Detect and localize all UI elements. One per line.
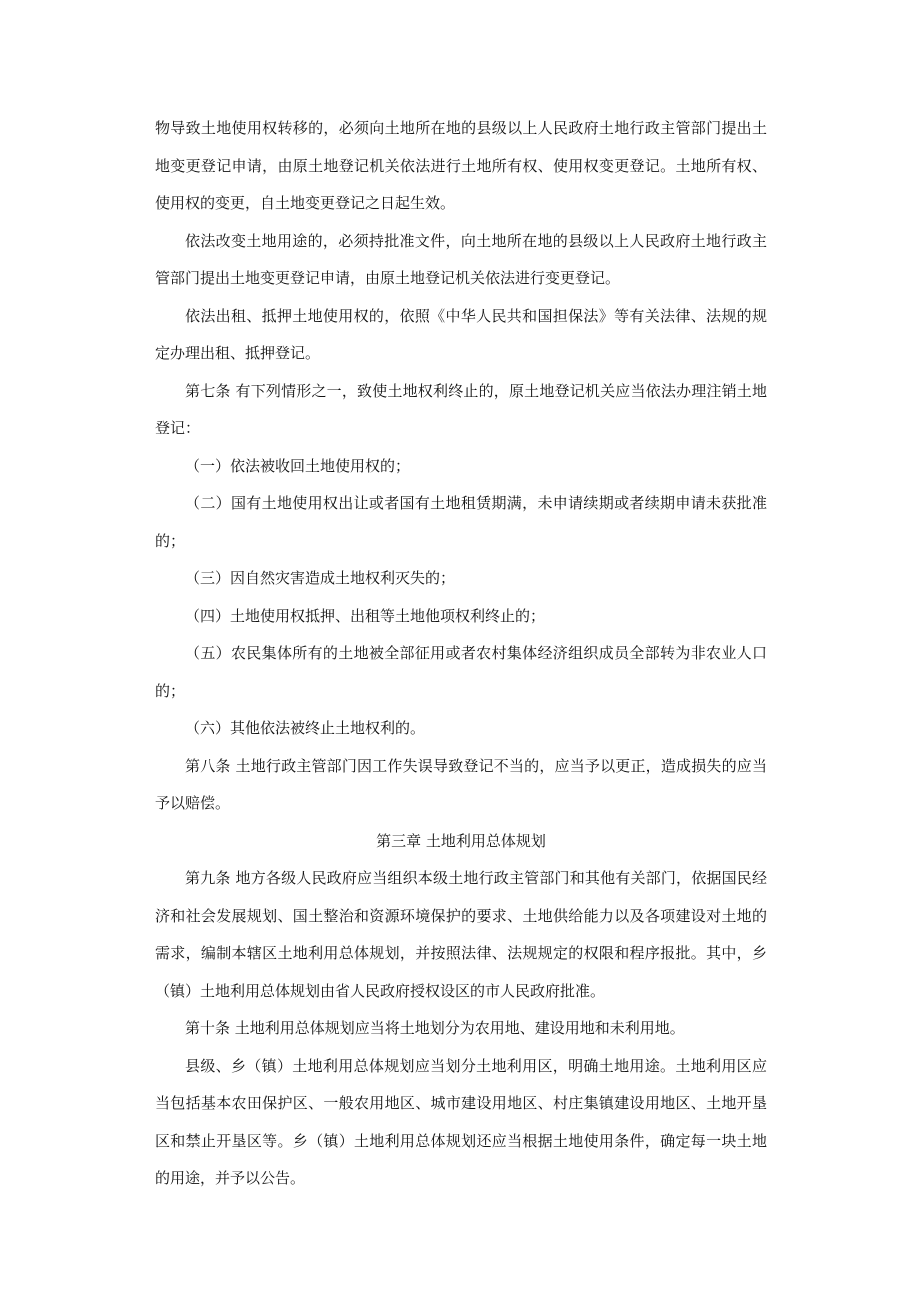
article-7-item-6: （六）其他依法被终止土地权利的。 xyxy=(185,719,426,737)
paragraph-continuation: 物导致土地使用权转移的，必须向土地所在地的县级以上人民政府土地行政主管部门提出土地变更登记申请，由原土地登记机关依法进行土地所有权、使用权变更登记。土地所有权、使用权的变更，自土地变更登记之日起生效。 xyxy=(155,119,767,212)
chapter-3-heading: 第三章 土地利用总体规划 xyxy=(376,831,546,850)
article-7-item-1: （一）依法被收回土地使用权的； xyxy=(185,456,411,475)
article-7-item-5: （五）农民集体所有的土地被全部征用或者农村集体经济组织成员全部转为非农业人口的； xyxy=(155,644,767,700)
article-8: 第八条 土地行政主管部门因工作失误导致登记不当的，应当予以更正，造成损失的应当予以赔偿。 xyxy=(155,756,767,812)
article-7-item-4: （四）土地使用权抵押、出租等土地他项权利终止的； xyxy=(185,606,546,625)
article-7: 第七条 有下列情形之一，致使土地权利终止的，原土地登记机关应当依法办理注销土地登记： xyxy=(155,381,767,437)
paragraph-lease-mortgage: 依法出租、抵押土地使用权的，依照《中华人民共和国担保法》等有关法律、法规的规定办理出租、抵押登记。 xyxy=(155,306,767,362)
article-10-county-township: 县级、乡（镇）土地利用总体规划应当划分土地利用区，明确土地用途。土地利用区应当包括基本农田保护区、一般农用地区、城市建设用地区、村庄集镇建设用地区、土地开垦区和禁止开垦区等。乡（镇）土地利用总体规划还应当根据土地使用条件，确定每一块土地的用途，并予以公告。 xyxy=(155,1056,767,1187)
document-page xyxy=(155,110,767,1198)
article-7-item-2: （二）国有土地使用权出让或者国有土地租赁期满，未申请续期或者续期申请未获批准的； xyxy=(155,494,767,550)
article-7-item-3: （三）因自然灾害造成土地权利灭失的； xyxy=(185,569,456,587)
paragraph-land-use-change: 依法改变土地用途的，必须持批准文件，向土地所在地的县级以上人民政府土地行政主管部门提出土地变更登记申请，由原土地登记机关依法进行变更登记。 xyxy=(155,231,767,287)
article-9: 第九条 地方各级人民政府应当组织本级土地行政主管部门和其他有关部门，依据国民经济和社会发展规划、国土整治和资源环境保护的要求、土地供给能力以及各项建设对土地的需求，编制本辖区土地利用总体规划，并按照法律、法规规定的权限和程序报批。其中，乡（镇）土地利用总体规划由省人民政府授权设区的市人民政府批准。 xyxy=(155,869,767,1000)
article-10: 第十条 土地利用总体规划应当将土地划分为农用地、建设用地和未利用地。 xyxy=(185,1019,685,1037)
